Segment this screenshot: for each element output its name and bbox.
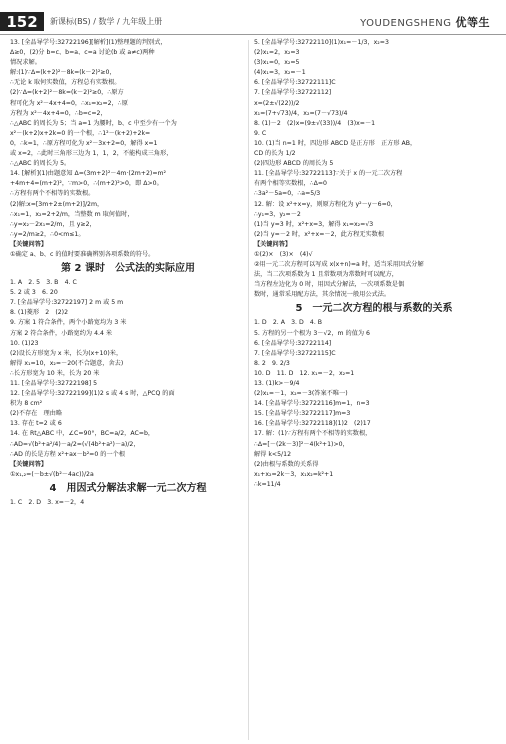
left-column-line: 解:(1)∵Δ=(k+2)²－8k=(k－2)²≥0， bbox=[10, 69, 116, 77]
left-column-line: 11. [全品导学号:32722198] 5 bbox=[10, 380, 98, 387]
left-column-line: 8. (1)菱形 2 (2)2 bbox=[10, 309, 69, 317]
left-column-line: 第 2 课时 公式法的实际应用 bbox=[61, 263, 195, 275]
right-column-line: x₁=(7+√73)/4，x₂=(7－√73)/4 bbox=[254, 109, 348, 117]
left-column-line: 程可化为 x²－4x+4=0，∴x₁=x₂=2，∴原 bbox=[10, 99, 128, 107]
right-column-line: 11. [全品导学号:32722113]∵关于 x 的一元二次方程 bbox=[254, 170, 403, 178]
left-column-line: 【关键问答】 bbox=[10, 460, 48, 468]
right-column-line: 8. (1)－2 (2)x=(9±√(33))/4 (3)x=－1 bbox=[254, 119, 376, 127]
right-column-line: 17. 解：(1)∵方程有两个不相等的实数根， bbox=[254, 430, 372, 438]
right-column-line: 9. C bbox=[254, 129, 267, 137]
right-column-line: (4)x₁=3，x₂=－1 bbox=[254, 69, 306, 77]
left-column-line: ∴长方形宽为 10 米，长为 20 米 bbox=[10, 369, 100, 377]
left-column-line: ①确定 a、b、c 的值时要准确辨别各项系数的符号。 bbox=[10, 250, 155, 258]
left-column-line: 0，∴k=1，∴原方程可化为 x²－3x+2=0，解得 x=1 bbox=[10, 139, 158, 147]
left-column-line: ∴△ABC 的周长为 5；当 a=1 为腰时，b、c 中至少有一个为 bbox=[10, 119, 177, 127]
left-column-line: 方程为 x²－4x+4=0，∴b=c=2， bbox=[10, 109, 107, 117]
left-column-line: 1. A 2. 5 3. B 4. C bbox=[10, 279, 77, 287]
right-column-line: 有两个相等实数根，∴Δ=0 bbox=[254, 180, 327, 188]
right-column-line: (2)由根与系数的关系得 bbox=[254, 460, 319, 468]
left-column-line: 7. [全品导学号:32722197] 2 m 或 5 m bbox=[10, 299, 124, 307]
left-column-line: 情况求解。 bbox=[10, 59, 41, 67]
right-column-line: 15. [全品导学号:32722117]m=3 bbox=[254, 410, 351, 418]
right-column-line: (3)x₁=0，x₂=5 bbox=[254, 59, 300, 67]
right-column-line: (2)x₁=－1，x₂=－3(答案不唯一) bbox=[254, 390, 348, 398]
column-divider bbox=[248, 40, 249, 740]
left-column-line: 13. [全品导学号:32722196][解析](1)整理题的判别式， bbox=[10, 39, 167, 46]
right-column-line: 6. [全品导学号:32722111]C bbox=[254, 79, 336, 87]
right-column-line: ∴3a²－5a=0，∴a=5/3 bbox=[254, 190, 321, 198]
left-column bbox=[10, 38, 246, 738]
right-column-line: 法，当二次项系数为 1 且常数项为常数时可以配方， bbox=[254, 271, 398, 279]
left-column-line: 13. 存在 t=2 或 6 bbox=[10, 420, 62, 428]
left-column-line: ∴方程有两个不相等的实数根。 bbox=[10, 190, 95, 198]
right-column-line: 14. [全品导学号:32722116]m=1，n=3 bbox=[254, 400, 370, 408]
left-column-line: ∴△ABC 的周长为 5。 bbox=[10, 160, 71, 168]
brand-cn: 优等生 bbox=[455, 16, 490, 29]
left-column-line: (2)∵Δ=(k+2)²－8k=(k－2)²≥0，∴原方 bbox=[10, 89, 124, 97]
left-column-line: 14. [解析](1)由题意知 Δ=(3m+2)²－4m·(2m+2)=m² bbox=[10, 170, 167, 178]
right-column-line: 数时，通常采用配方法，其余情况一般用公式法。 bbox=[254, 291, 391, 299]
right-column-line: 5. 方程的另一个根为 3－√2，m 的值为 6 bbox=[254, 329, 370, 337]
left-column-line: ∴AD=√(b²+a²/4)－a/2=(√(4b²+a²)－a)/2， bbox=[10, 440, 140, 448]
right-column-line: 16. [全品导学号:32722118](1)2 (2)17 bbox=[254, 420, 371, 428]
left-column-line: (2)解:x=[3m+2±(m+2)]/2m， bbox=[10, 200, 104, 208]
page-header bbox=[0, 0, 506, 30]
right-column-line: ①(2)× (3)× (4)√ bbox=[254, 250, 313, 258]
left-column-line: ①x₁,₂=(－b±√(b²－4ac))/2a bbox=[10, 470, 94, 478]
left-column-line: ∴无论 k 取何实数值，方程总有实数根。 bbox=[10, 79, 121, 87]
right-column-line: 6. [全品导学号:32722114] bbox=[254, 339, 332, 347]
header-rule bbox=[0, 34, 506, 35]
left-column-line: Δ≥0，(2)分 b=c、b=a、c=a 讨论(b 或 a≠c)两种 bbox=[10, 49, 155, 57]
right-column-line: 13. (1)k>－9/4 bbox=[254, 380, 300, 387]
right-column-line: 1. D 2. A 3. D 4. B bbox=[254, 319, 323, 327]
left-column-line: (2)不存在 理由略 bbox=[10, 410, 63, 418]
left-column-line: ∴x₁=1，x₂=2+2/m，当整数 m 取何值时， bbox=[10, 210, 134, 218]
left-column-line: 12. [全品导学号:32722199](1)2 s 或 4 s 时，△PCQ 的面 bbox=[10, 390, 175, 398]
left-column-line: 【关键问答】 bbox=[10, 240, 48, 248]
right-column-line: (2)当 y=－2 时，x²+x=－2，此方程无实数根 bbox=[254, 230, 385, 238]
right-column-line: 7. [全品导学号:32722115]C bbox=[254, 349, 336, 357]
right-column-line: 7. [全品导学号:32722112] bbox=[254, 89, 332, 97]
right-column-line: 5 一元二次方程的根与系数的关系 bbox=[295, 303, 453, 315]
brand bbox=[360, 14, 490, 30]
right-column-line: x=(2±√(22))/2 bbox=[254, 99, 300, 107]
right-column bbox=[254, 38, 494, 738]
left-column-line: 10. (1)23 bbox=[10, 339, 39, 347]
right-column-line: ∴y₁=3，y₂=－2 bbox=[254, 210, 301, 218]
left-column-line: +4m+4=(m+2)²，∵m>0，∴(m+2)²>0，即 Δ>0。 bbox=[10, 180, 163, 188]
brand-en: YOUDENGSHENG bbox=[360, 18, 452, 29]
right-column-line: ∴k=11/4 bbox=[254, 480, 281, 488]
left-column-line: 14. 在 Rt△ABC 中，∠C=90°，BC=a/2，AC=b， bbox=[10, 430, 155, 438]
right-column-line: 当方程左边化为 0 时，用因式分解法，一次项系数是偶 bbox=[254, 281, 405, 289]
right-column-line: (2)x₁=2，x₂=3 bbox=[254, 49, 300, 57]
left-column-line: ∴y=x₂－2x₁=2/m，且 y≥2， bbox=[10, 220, 96, 228]
right-column-line: 10. (1)当 n=1 时，四边形 ABCD 是正方形 正方形 AB， bbox=[254, 139, 417, 147]
right-column-line: (1)当 y=3 时，x²+x=3，解得 x₁=x₂=√3 bbox=[254, 220, 374, 228]
right-column-line: (2)四边形 ABCD 的周长为 5 bbox=[254, 160, 334, 168]
right-column-line: ②用一元二次方程可以写成 x(x+n)=a 时，适当采用因式分解 bbox=[254, 261, 424, 269]
right-column-line: 12. 解：设 x²+x=y，则原方程化为 y²－y－6=0， bbox=[254, 200, 397, 208]
right-column-line: x₁+x₂=2k－3，x₁x₂=k²+1 bbox=[254, 470, 334, 478]
left-column-line: (2)设长方形宽为 x 米，长为(x+10)米， bbox=[10, 349, 123, 357]
left-column-line: 积为 8 cm² bbox=[10, 400, 43, 408]
left-column-line: 5. 2 或 3 6. 20 bbox=[10, 289, 58, 297]
left-column-line: ∴AD 的长是方程 x²+ax－b²=0 的一个根 bbox=[10, 450, 126, 458]
left-column-line: 1. C 2. D 3. x=－2，4 bbox=[10, 498, 85, 506]
left-column-line: ∴y=2/m≥2，∴0<m≤1。 bbox=[10, 230, 85, 238]
right-column-line: ∴Δ=[－(2k－3)]²－4(k²+1)>0， bbox=[254, 440, 349, 448]
page-number: 152 bbox=[0, 12, 44, 31]
left-column-line: 9. 方案 1 符合条件，两个小路宽均为 3 米 bbox=[10, 319, 127, 327]
right-column-line: 10. D 11. D 12. x₁=－2，x₂=1 bbox=[254, 369, 355, 377]
right-column-line: 【关键问答】 bbox=[254, 240, 292, 248]
right-column-line: 5. [全品导学号:32722110](1)x₁=－1/3，x₂=3 bbox=[254, 39, 389, 46]
left-column-line: 4 用因式分解法求解一元二次方程 bbox=[49, 482, 207, 494]
left-column-line: 方案 2 符合条件，小路宽约为 4.4 米 bbox=[10, 329, 113, 337]
book-title: 新课标(BS) / 数学 / 九年级上册 bbox=[50, 17, 163, 26]
right-column-line: CD 的长为 1/2 bbox=[254, 150, 296, 158]
left-column-line: 或 x=2，∴此时三角形三边为 1，1，2，不能构成三角形， bbox=[10, 150, 173, 158]
right-column-line: 解得 k<5/12 bbox=[254, 450, 292, 458]
left-column-line: x²－(k+2)x+2k=0 的一个根，∴1²－(k+2)+2k= bbox=[10, 129, 151, 137]
right-column-line: 8. 2 9. 2/3 bbox=[254, 359, 290, 367]
left-column-line: 解得 x₁=10，x₂=－20(不合题意，舍去) bbox=[10, 359, 124, 367]
